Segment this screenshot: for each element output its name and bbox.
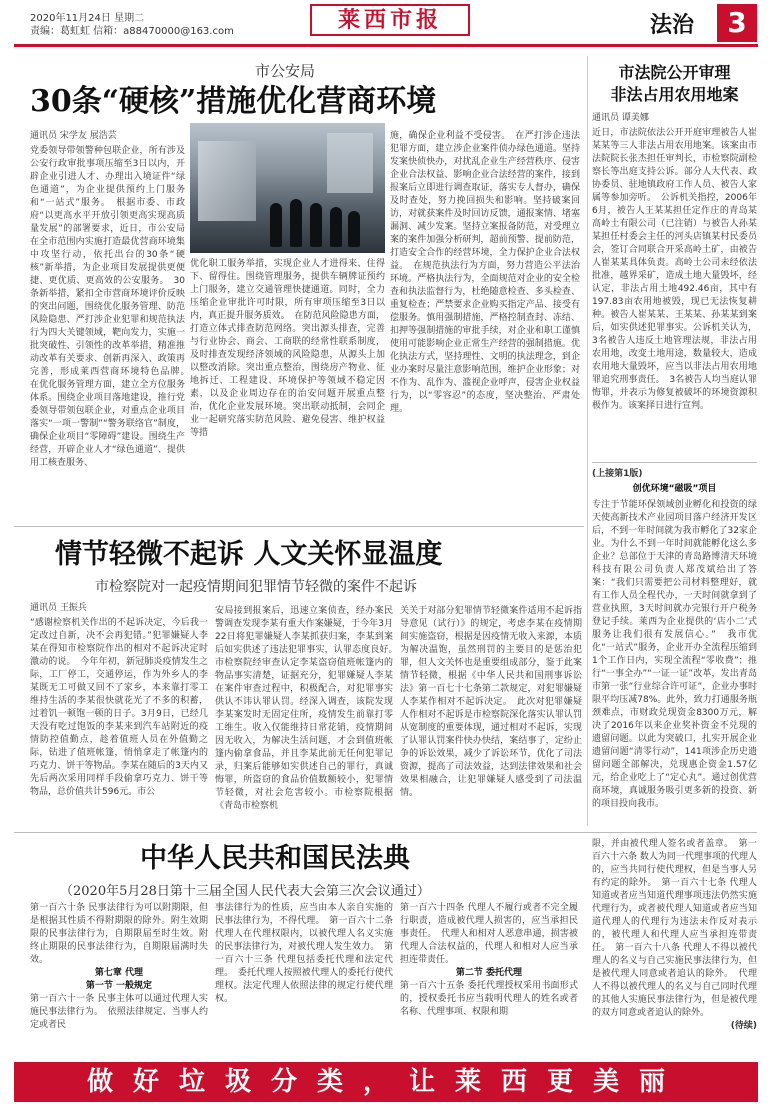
article2-rule [592,462,757,463]
article1-text1: 党委领导带领警种包联企业，所有涉及公安行政审批事项压缩至3日以内，开辟企业引进人才、办理出入境证件“绿色通道”，为企业提供预约上门服务和“一站式”服务。 根据市委、市政府“以更高水平开放引领更高实现高质量发展”的部署要求，近日，市公安局在全市范围内实施打造最优营商环境集中攻坚行动，依托出台的30条“硬核”新举措，为企业项目发展提供更便捷、更优质、更高效的公安服务。 30条新举措，紧扣全市营商环境评价反映的突出问题，围绕优化服务管理、防范风险隐患、严打涉企业犯罪和规范执法行为四大关键领域，靶向发力，实施一批突破性、引领性的改革举措，精准推动改革有关要求、创新再深入、政策再完善，形成莱西营商环境特色品牌。 在优化服务管理方面，建立全方位服务体系。围绕企业项目落地建设，推行党委领导带领包联企业，对重点企业项目落实“一项一警制”“警务联络官”制度，确保企业项目“零障碍”建设。围绕生产经营，开辟企业人才“绿色通道”、提供用工核查服务、 [30,146,195,468]
article3-subhead: 创优环境“磁吸”项目 [632,484,717,494]
article5-continued: (待续) [730,1021,757,1031]
article1-col3 [390,130,580,520]
article1-title: 30条“硬核”措施优化营商环境 [30,84,437,119]
article2-title-line1: 市法院公开审理 [618,63,731,82]
police-patrol-photo [190,123,385,253]
article3-body [592,468,757,826]
article5-section-1: 第一节 一般规定 [85,981,153,991]
article4-text1: “感谢检察机关作出的不起诉决定，今后我一定改过自新，决不会再犯错。”犯罪嫌疑人李某在得知市检察院作出的相对不起诉决定时激动的说。 今年年初，新冠肺炎疫情发生之际，工厂停工，交通停运，作为外乡人的李某既无工可做又回不了家乡，本来靠打零工维持生活的李某很快就花光了不多的积蓄，过着饥一顿饱一顿的日子。3月9日，已经几天没有吃过饱饭的李某来到汽车站附近的疫情防控值勤点，趁着值班人员在外值勤之际，钻进了值班帐篷，悄悄拿走了帐篷内的巧克力、饼干等物品。李某在随后的3天内又先后两次采用同样手段偷拿巧克力、饼干等物品，总价值共计596元。市公 [30,618,208,797]
article5-col1 [30,902,208,1058]
masthead-logo: 莱西市报 [310,4,470,36]
section-rule-2 [14,832,757,833]
article5-chapter-7: 第七章 代理 [94,968,144,978]
article4-col3 [400,605,582,826]
article3-text: 专注于节能环保领域创业孵化和投资的绿天使高新技术产业园项目落户经济开发区后，不到一年时间就为我市孵化了32家企业。为什么不到一年时间就能孵化这么多企业？总部位于天津的青岛路博清天环境科技有限公司负责人郑茂斌给出了答案：“我们只需要把公司材料整理好，就有工作人员全程代办，一天时间就拿到了营业执照，3天时间就办完银行开户税务登记手续。莱西为企业提供的‘店小二’式服务让我们很有发展信心。” 我市优化“一站式”服务，企业开办全流程压缩到1个工作日内，实现全流程“零收费”；推行“一事全办”“一证一证”改革，发出青岛市第一张“行业综合许可证”，企业办事时限平均压减78%。此外，致力打通服务瓶颈难点，市财政兑现资金8300万元，解决了2016年以来企业奖补资金不兑现的遗留问题。以此为突破口，扎实开展企业遗留问题“清零行动”，141项涉企历史遗留问题全部解决，兑现惠企资金1.57亿元，给企业吃上了“定心丸”。通过创优营商环境，真诚服务吸引更多新的投资、新的项目投向我市。 [592,500,757,809]
page-number: 3 [717,4,757,42]
article5-text3b: 第一百六十五条 委托代理授权采用书面形式的，授权委托书应当载明代理人的姓名或者名称、代理事项、权限和期 [400,981,578,1017]
article1-text2: 优化职工服务举措，实现企业人才进得来、住得下、留得住。围绕管理服务，提供车辆牌证预约上门服务，建立交通管理快捷通道。同时，全力压缩企业审批许可时限，所有审项压缩至3日以内，真正提升服务质效。 在防范风险隐患方面，打造立体式排查防范网络。突出源头排查，完善与行业协会、商会、工商联的经常性联系制度，及时排查发现经济领域的风险隐患，从源头上加以整改消除。突出重点整治，围绕房产物业、征地拆迁、工程建设、环境保护等领域不稳定因素，以及企业周边存在的治安问题开展重点整治，优化企业发展环境。突出联动抵制，会同企业一起研究落实防范风险、避免侵害、维护权益等措 [190,259,385,438]
article1-col1 [30,130,195,520]
article5-text3a: 第一百六十四条 代理人不履行或者不完全履行职责，造成被代理人损害的，应当承担民事责任。 代理人和相对人恶意串通，损害被代理人合法权益的，代理人和相对人应当承担连带责任。 [400,903,578,965]
article4-col1 [30,602,208,826]
article5-col4 [592,838,757,1058]
article4-text2: 安局接到报案后，迅速立案侦查，经办案民警调查发现李某有重大作案嫌疑，于今年3月22日将犯罪嫌疑人李某抓获归案，李某到案后如实供述了违法犯罪事实，认罪态度良好。 市检察院经审查认定李某盗窃值班帐篷内的物品事实清楚，证据充分，犯罪嫌疑人李某在案件审查过程中，积极配合，对犯罪事实供认不讳认罪认罚。经深入调查，该院发现李某案发时无固定住所，疫情发生前靠打零工维生。收入仅能维持日常花销，疫情期间因无收入，为解决生活问题，才会到值班帐篷内偷拿食品，并且李某此前无任何犯罪记录，归案后能够如实供述自己的罪行，真诚悔罪，所盗窃的食品价值数额较小，犯罪情节轻微，对社会危害较小。市检察院根据《青岛市检察机 [215,606,403,811]
section-rule-1 [14,526,584,527]
footer-slogan-banner: 做好垃圾分类，让莱西更美丽 [14,1062,758,1102]
editor-line: 责编：葛虹虹 信箱：a88470000@163.com [30,26,234,37]
article2-title [592,62,757,106]
article4-byline: 通讯员 王振兵 [30,603,87,613]
column-divider [587,56,588,826]
article4-subtitle: 市检察院对一起疫情期间犯罪情节轻微的案件不起诉 [95,579,417,595]
article1-text3: 施，确保企业利益不受侵害。 在严打涉企违法犯罪方面，建立涉企业案件侦办绿色通道。坚持发案快侦快办，对扰乱企业生产经营秩序、侵害企业合法权益、影响企业合法经营的案件，接到报案后立即进行调查取证，落实专人督办，确保及时查处，努力挽回损失和影响。坚持破案回访，对就获案件及时回访反馈，通报案情、堵塞漏洞、减少发案。坚持立案报备防范，对受理立案的案件加强分析研判，超前预警、提前防范，打造安全合作的经营环境，全力保护企业合法权益。 在规范执法行为方面，努力营造公平法治环境。严格执法行为，全面规范对企业的安全检查和执法监督行为，杜绝随意检查、多头检查、重复检查；严禁要求企业购买指定产品、接受有偿服务。慎用强制措施，严格控制查封、冻结、扣押等强制措施的审批手续，对企业和职工谨慎使用可能影响企业正常生产经营的强制措施。优化执法方式，坚持理性、文明的执法理念，到企业办案时尽量注意影响范围，维护企业形象；对不作为、乱作为、滥视企业呼声，侵害企业权益行为，以“零容忍”的态度，坚决整治、严肃处理。 [390,131,580,414]
article5-text4: 限，并由被代理人签名或者盖章。 第一百六十六条 数人为同一代理事项的代理人的，应当共同行使代理权，但是当事人另有约定的除外。 第一百六十七条 代理人知道或者应当知道代理事项违法仍然实施代理行为，或者被代理人知道或者应当知道代理人的代理行为违法未作反对表示的，被代理人和代理人应当承担连带责任。 第一百六十八条 代理人不得以被代理人的名义与自己实施民事法律行为，但是被代理人同意或者追认的除外。 代理人不得以被代理人的名义与自己同时代理的其他人实施民事法律行为，但是被代理的双方同意或者追认的除外。 [592,839,757,1018]
article5-text2: 事法律行为的性质，应当由本人亲自实施的民事法律行为，不得代理。 第一百六十二条 代理人在代理权限内，以被代理人名义实施的民事法律行为，对被代理人发生效力。 第一百六十三条 代理包括委托代理和法定代理。 委托代理人按照被代理人的委托行使代理权。法定代理人依照法律的规定行使代理权。 [215,903,393,1004]
article3-continued: (上接第1版) [592,469,643,479]
article1-col2 [190,258,385,520]
article5-text1b: 第一百六十一条 民事主体可以通过代理人实施民事法律行为。 依照法律规定、当事人约定或者民 [30,994,208,1030]
article5-text1a: 第一百六十条 民事法律行为可以附期限，但是根据其性质不得附期限的除外。附生效期限的民事法律行为，自期限届至时生效。附终止期限的民事法律行为，自期限届满时失效。 [30,903,208,965]
article2-title-line2: 非法占用农用地案 [610,85,739,104]
article4-text3: 关关于对部分犯罪情节轻微案件适用不起诉指导意见（试行）》的规定，考虑李某在疫情期间实施盗窃，根据是因疫情无收入来源，本质为解决温饱，虽然刑罚的主要目的是惩治犯罪，但人文关怀也是重要组成部分，鉴于此案情节轻微，根据《中华人民共和国刑事诉讼法》第一百七十七条第二款规定，对犯罪嫌疑人李某作相对不起诉决定。 此次对犯罪嫌疑人作相对不起诉是市检察院深化落实认罪认罚从宽制度的重要体现，通过相对不起诉，实现了认罪认罚案件快办快结，案结事了，定纷止争的诉讼效果，减少了诉讼环节，优化了司法资源，提高了司法效益，达到法律效果和社会效果相融合，让犯罪嫌疑人感受到了司法温情。 [400,606,582,798]
article2-byline: 通讯员 谭美娜 [592,113,649,123]
issue-date: 2020年11月24日 星期二 [30,13,145,24]
header-info [30,12,234,38]
article5-section-2: 第二节 委托代理 [455,968,523,978]
article4-title: 情节轻微不起诉 人文关怀显温度 [55,539,443,570]
article1-byline: 通讯员 宋学友 展浩芸 [30,131,117,141]
article5-col3 [400,902,578,1058]
section-title: 法治 [650,13,695,38]
header-rule [14,44,758,47]
article1-kicker: 市公安局 [255,62,316,80]
article2-text: 近日，市法院依法公开开庭审理被告人崔某某等三人非法占用农用地案。该案由市法院院长张杰担任审判长，市检察院副检察长等出庭支持公诉。部分人大代表、政协委员、驻地镇政府工作人员、被告人家属等参加旁听。 公诉机关指控，2006年6月，被告人王某某担任定作庄的青岛某高岭土有限公司（已注销）与被告人孙某某担任村委会主任的河头店镇某村民委员会，签订合同联合开采高岭土矿，由被告人崔某某具体负责。高岭土公司未经依法批准，越界采矿，造成土地大量毁坏，经认定，非法占用土地492.46亩，其中有197.83亩农用地被毁，现已无法恢复耕种。被告人崔某某、王某某、孙某某到案后，如实供述犯罪事实。公诉机关认为，3名被告人违反土地管理法规，非法占用农用地，改变土地用途，数量较大，造成农用地大量毁坏，应当以非法占用农用地罪追究刑事责任。 3名被告人均当庭认罪悔罪，并表示为修复被破坏的环境资源积极作为。该案择日进行宣判。 [592,128,757,411]
article5-title: 中华人民共和国民法典 [140,843,410,874]
article2-body [592,112,757,457]
article5-col2 [215,902,393,1058]
article5-subtitle: （2020年5月28日第十三届全国人民代表大会第三次会议通过） [60,884,430,899]
article4-col2 [215,605,403,826]
